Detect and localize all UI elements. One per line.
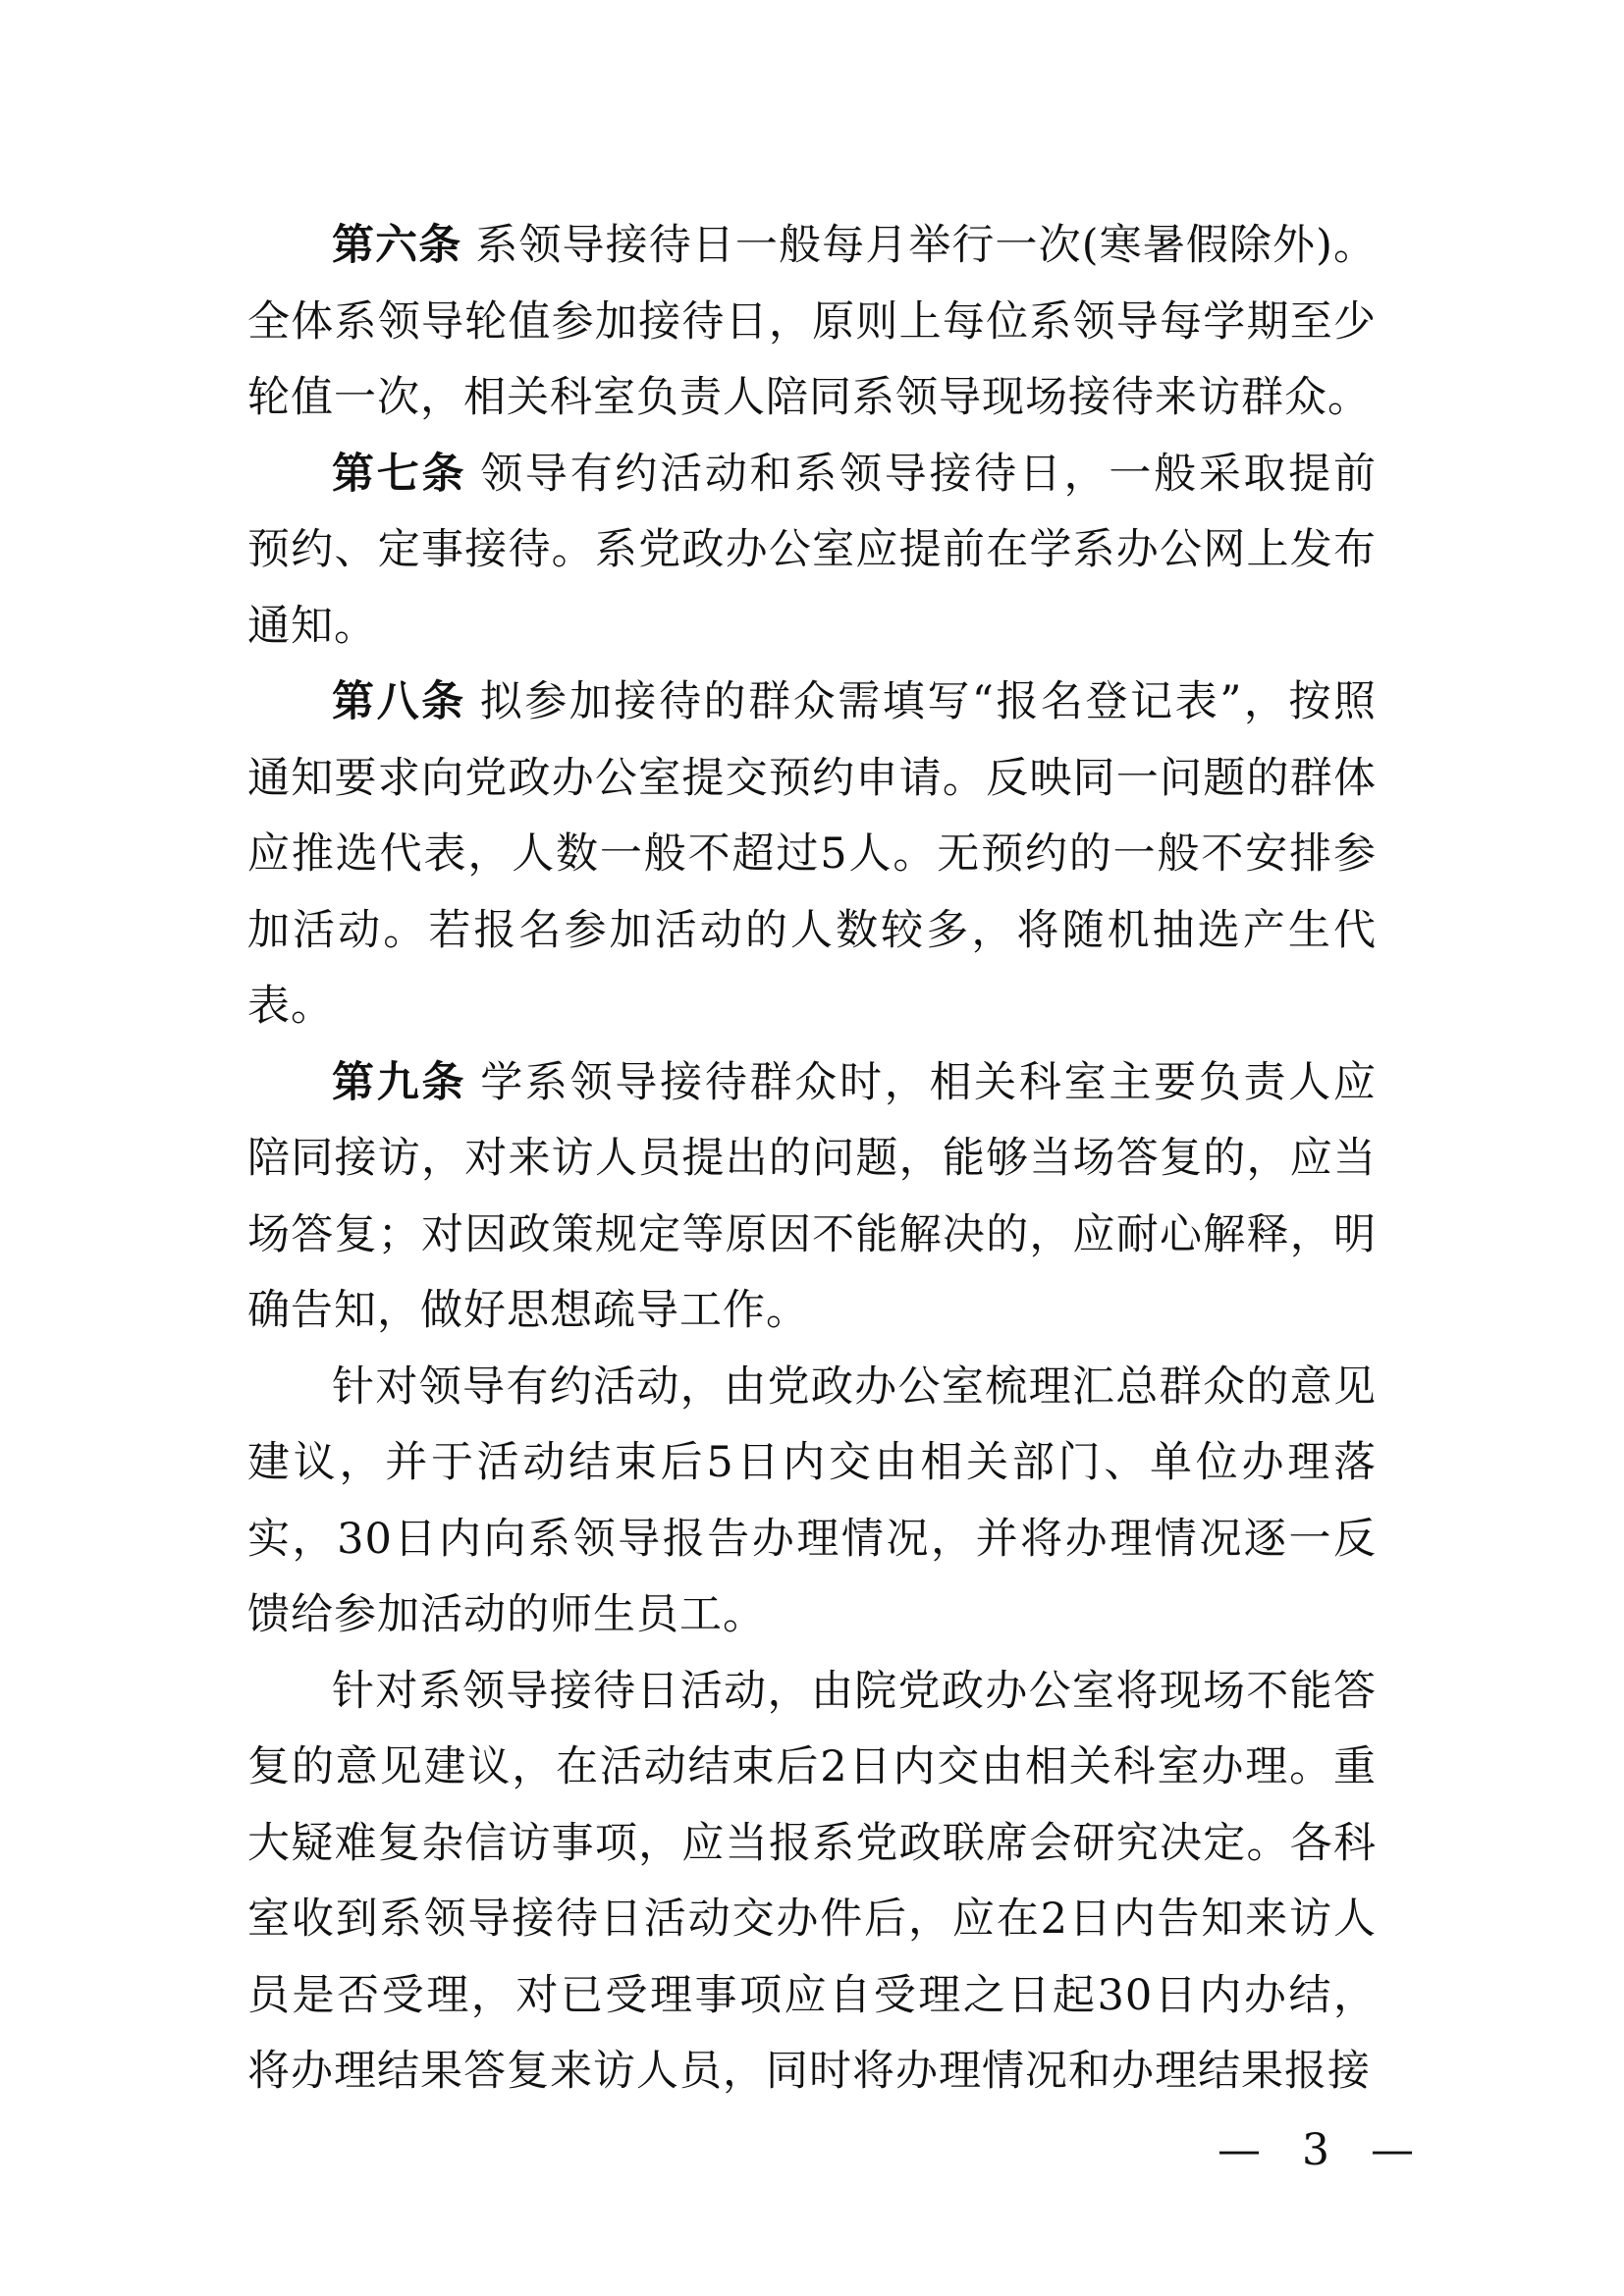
article-6-label: 第六条 [332,221,462,270]
article-8-label: 第八条 [332,677,466,726]
article-7-text: 领导有约活动和系领导接待日，一般采取提前预约、定事接待。系党政办公室应提前在学系办公网上发布通知。 [247,449,1378,651]
article-9-label: 第九条 [332,1057,467,1107]
article-6-text: 系领导接待日一般每月举行一次(寒暑假除外)。全体系领导轮值参加接待日，原则上每位系领导每学期至少轮值一次，相关科室负责人陪同系领导现场接待来访群众。 [247,221,1377,422]
article-7-paragraph [247,437,1377,666]
reception-day-paragraph [247,1654,1377,2110]
article-8-paragraph [247,665,1377,1045]
article-7-label: 第七条 [332,449,467,499]
page-number: — 3 — [1218,2125,1428,2175]
leader-appointment-paragraph [247,1350,1377,1654]
article-9-paragraph [247,1045,1377,1350]
article-6-paragraph [247,208,1377,437]
document-body [247,208,1377,2110]
article-9-text: 学系领导接待群众时，相关科室主要负责人应陪同接访，对来访人员提出的问题，能够当场答复的，应当场答复；对因政策规定等原因不能解决的，应耐心解释，明确告知，做好思想疏导工作。 [247,1057,1378,1335]
article-8-text: 拟参加接待的群众需填写“报名登记表”，按照通知要求向党政办公室提交预约申请。反映同一问题的群体应推选代表，人数一般不超过5人。无预约的一般不安排参加活动。若报名参加活动的人数较多，将随机抽选产生代表。 [247,677,1378,1031]
leader-appointment-text: 针对领导有约活动，由党政办公室梳理汇总群众的意见建议，并于活动结束后5日内交由相关部门、单位办理落实，30日内向系领导报告办理情况，并将办理情况逐一反馈给参加活动的师生员工。 [247,1362,1377,1639]
reception-day-text: 针对系领导接待日活动，由院党政办公室将现场不能答复的意见建议，在活动结束后2日内交由相关科室办理。重大疑难复杂信访事项，应当报系党政联席会研究决定。各科室收到系领导接待日活动交办件后，应在2日内告知来访人员是否受理，对已受理事项应自受理之日起30日内办结，将办理结果答复来访人员，同时将办理情况和办理结果报接 [247,1666,1377,2096]
